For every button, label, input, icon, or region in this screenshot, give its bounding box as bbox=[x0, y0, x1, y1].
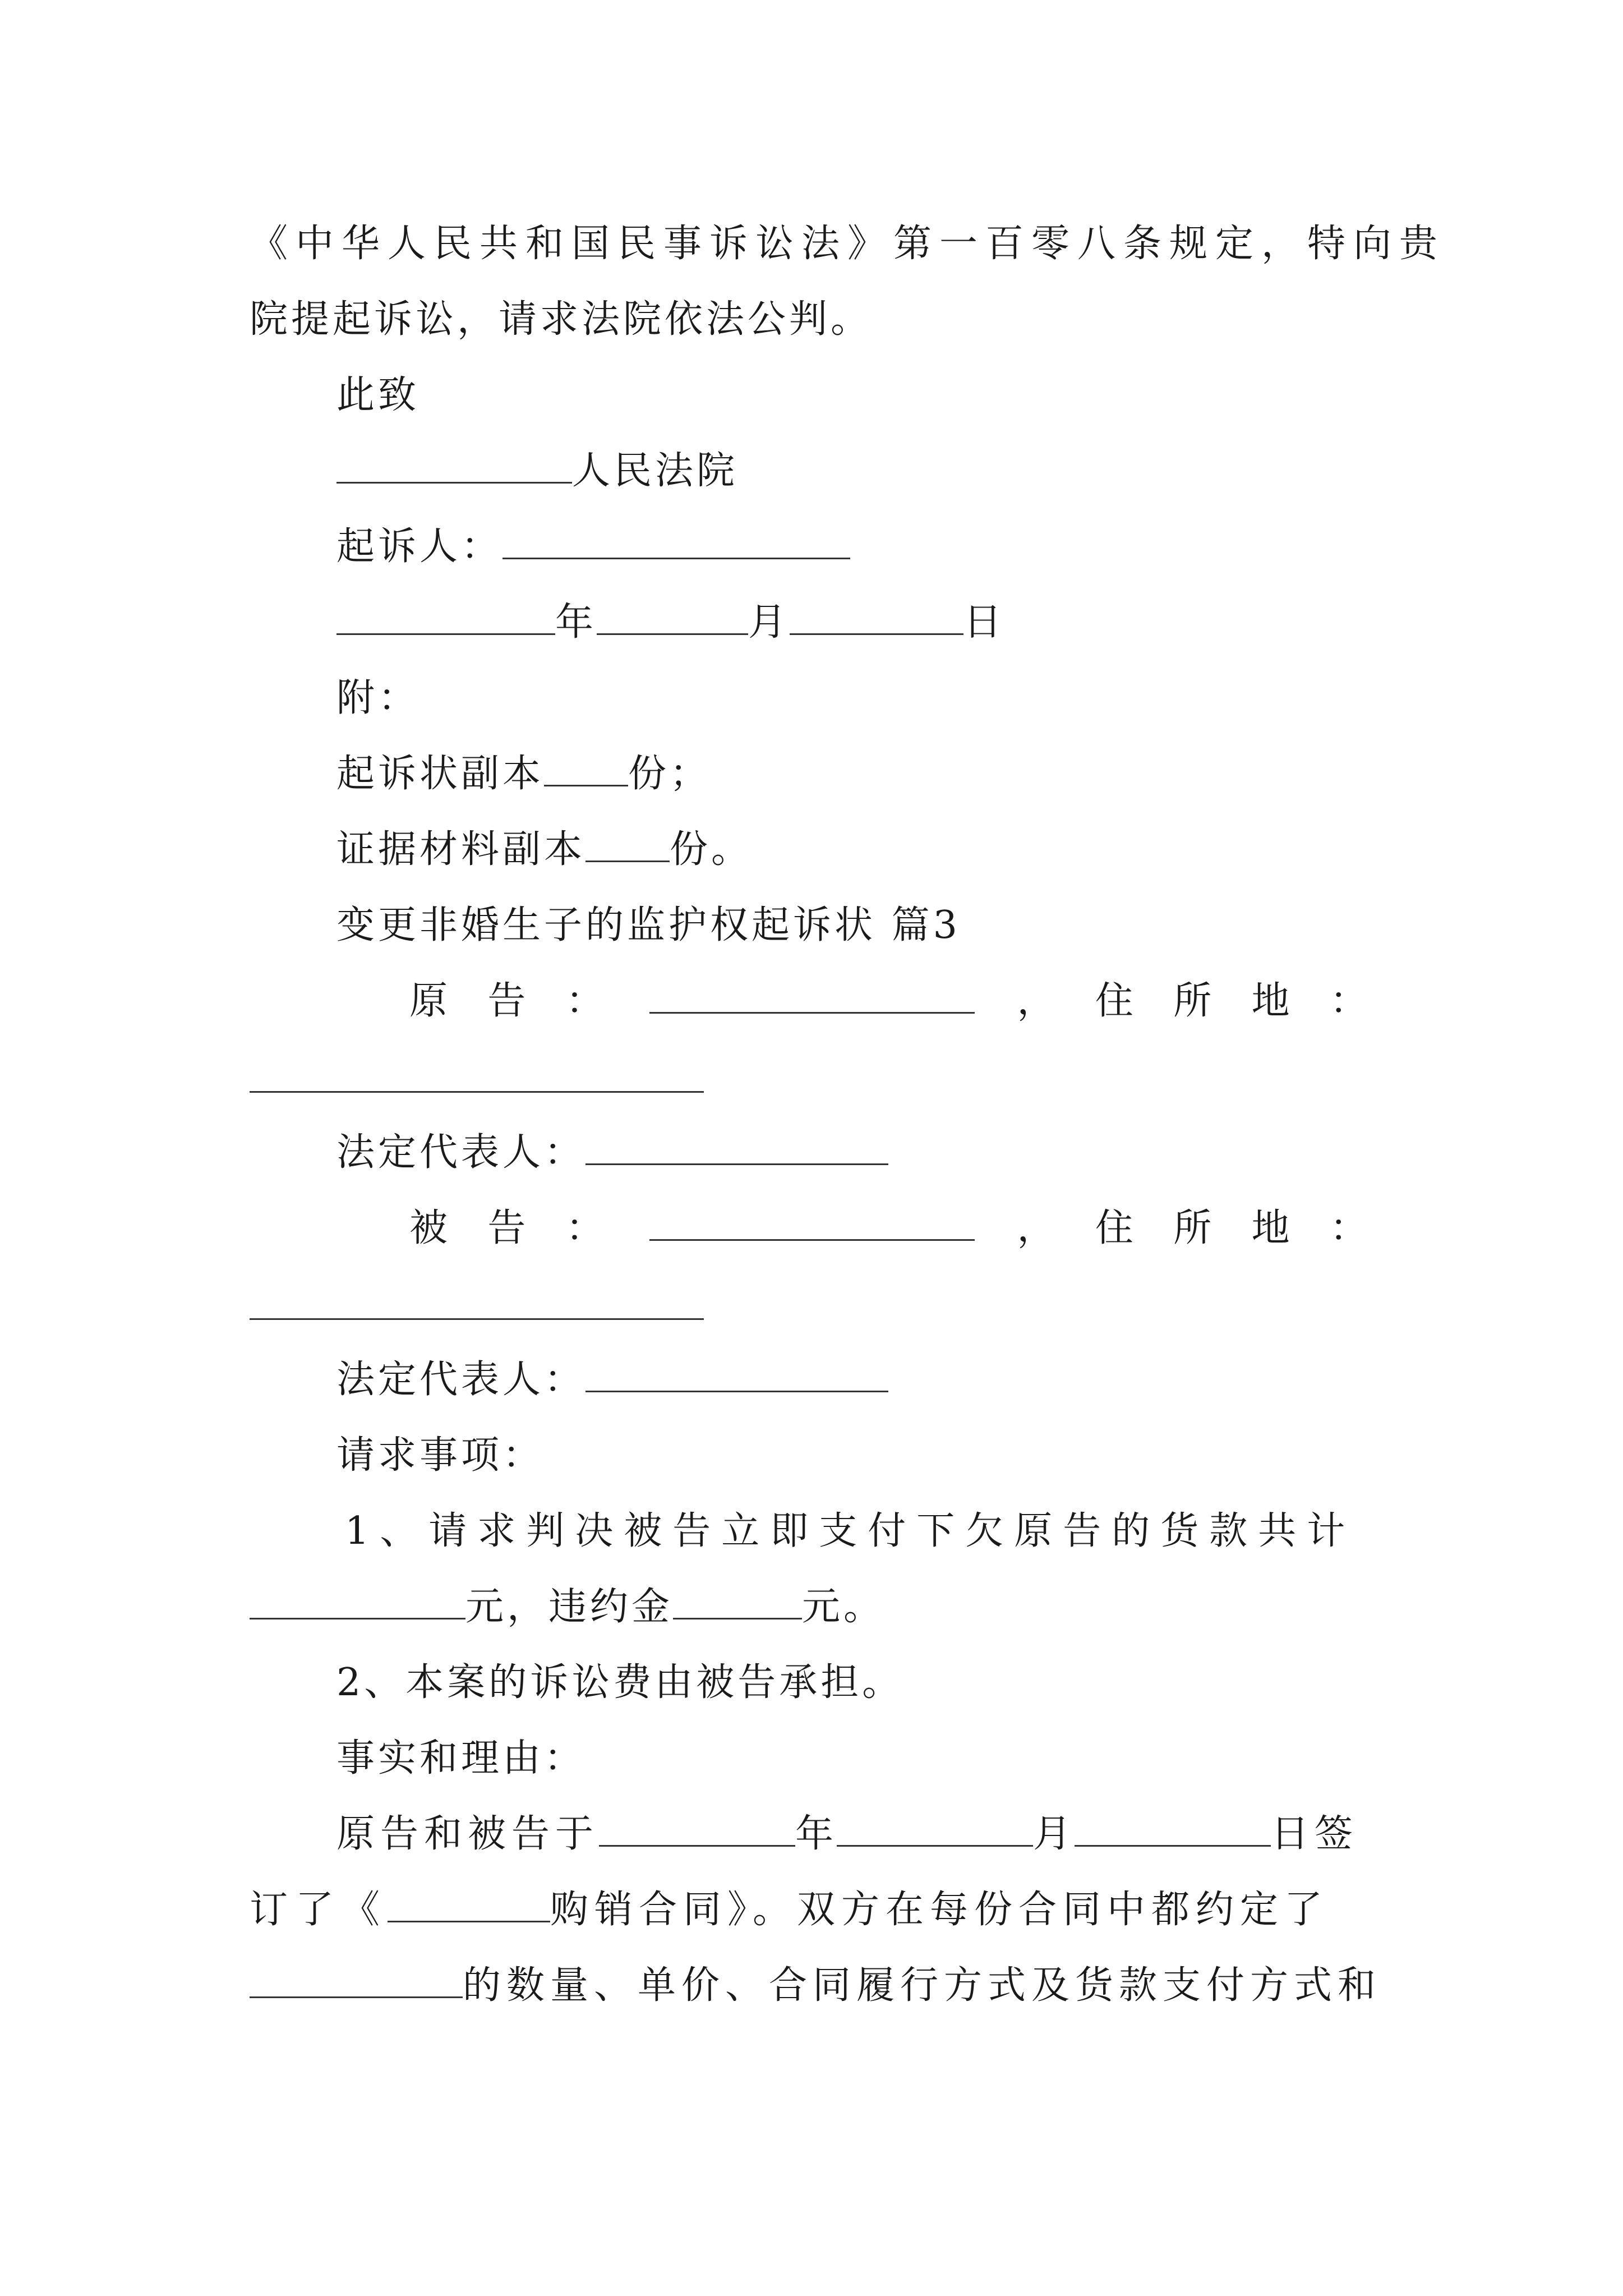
facts-line-1 bbox=[336, 1809, 1382, 1860]
plaintiff-char: 原 bbox=[409, 979, 451, 1023]
plaintiff-char: 告 bbox=[487, 979, 529, 1023]
legal-rep-label: 法定代表人： bbox=[336, 1358, 586, 1402]
attachment-item-suffix: 份； bbox=[628, 752, 712, 796]
defendant-line bbox=[409, 1203, 1371, 1254]
attachment-label: 附： bbox=[336, 676, 420, 720]
year-blank[interactable] bbox=[336, 599, 555, 635]
attachment-item-suffix: 份。 bbox=[670, 827, 753, 872]
facts-text: 购销合同》。双方在每份合同中都约定了 bbox=[550, 1888, 1329, 1932]
paragraph-text: 《中华人民共和国民事诉讼法》第一百零八条规定，特向贵 bbox=[250, 222, 1446, 266]
colon: ： bbox=[1329, 979, 1371, 1023]
year-label: 年 bbox=[795, 1812, 837, 1856]
defendant-legal-rep-line bbox=[336, 1355, 1382, 1405]
court-suffix: 人民法院 bbox=[572, 449, 739, 493]
copies-blank[interactable] bbox=[544, 750, 628, 786]
residence-char: 所 bbox=[1173, 979, 1215, 1023]
year-blank[interactable] bbox=[599, 1810, 795, 1847]
defendant-name-blank[interactable] bbox=[649, 1204, 975, 1241]
facts-text: 的数量、单价、合同履行方式及货款支付方式和 bbox=[463, 1963, 1382, 2008]
day-label: 日 bbox=[963, 600, 1006, 645]
defendant-char: 被 bbox=[409, 1206, 451, 1250]
month-blank[interactable] bbox=[837, 1810, 1033, 1847]
court-name-blank[interactable] bbox=[336, 447, 572, 484]
legal-rep-blank[interactable] bbox=[585, 1129, 888, 1165]
attachment-heading bbox=[336, 673, 1382, 724]
day-blank[interactable] bbox=[1075, 1810, 1271, 1847]
colon: ： bbox=[1329, 1206, 1371, 1250]
paragraph-text: 院提起诉讼，请求法院依法公判。 bbox=[250, 297, 873, 342]
colon: ： bbox=[565, 1206, 607, 1250]
attachment-item-prefix: 证据材料副本 bbox=[336, 827, 586, 872]
contract-name-blank[interactable] bbox=[388, 1886, 550, 1922]
day-blank[interactable] bbox=[790, 599, 963, 635]
claim-1-line-2 bbox=[250, 1582, 1382, 1632]
claim-text: 元，违约金 bbox=[465, 1585, 674, 1629]
salutation bbox=[336, 370, 1382, 421]
plaintiff-sign-blank[interactable] bbox=[502, 523, 850, 559]
amount-blank[interactable] bbox=[250, 1583, 465, 1619]
legal-rep-label: 法定代表人： bbox=[336, 1130, 586, 1175]
claim-text: 1、请求判决被告立即支付下欠原告的货款共计 bbox=[345, 1509, 1356, 1553]
year-label: 年 bbox=[555, 600, 597, 645]
copies-blank[interactable] bbox=[585, 826, 670, 862]
claims-heading bbox=[336, 1430, 1382, 1481]
paragraph-line-1 bbox=[250, 219, 1446, 269]
plaintiff-legal-rep-line bbox=[336, 1128, 1382, 1178]
plaintiff-address-blank[interactable] bbox=[250, 1091, 704, 1093]
facts-text: 订了《 bbox=[250, 1888, 388, 1932]
comma: ， bbox=[1017, 1206, 1059, 1250]
residence-char: 住 bbox=[1095, 979, 1137, 1023]
facts-text: 日签 bbox=[1271, 1812, 1359, 1856]
plaintiff-signature-line bbox=[336, 522, 1382, 572]
month-blank[interactable] bbox=[597, 599, 748, 635]
month-label: 月 bbox=[1033, 1812, 1075, 1856]
section-title-text: 变更非婚生子的监护权起诉状 篇3 bbox=[336, 903, 961, 947]
facts-text: 原告和被告于 bbox=[336, 1812, 600, 1856]
facts-line-2 bbox=[250, 1885, 1382, 1935]
facts-heading bbox=[336, 1733, 1382, 1784]
section-title bbox=[336, 900, 1382, 951]
attachment-item-1 bbox=[336, 749, 1382, 799]
date-line bbox=[336, 597, 1382, 648]
month-label: 月 bbox=[748, 600, 790, 645]
attachment-item-2 bbox=[336, 825, 1382, 875]
attachment-item-prefix: 起诉状副本 bbox=[336, 752, 545, 796]
claim-1-line-1 bbox=[345, 1506, 1382, 1557]
claims-label: 请求事项： bbox=[336, 1433, 545, 1478]
facts-label: 事实和理由： bbox=[336, 1736, 586, 1780]
claim-text: 元。 bbox=[802, 1585, 886, 1629]
claim-text: 2、本案的诉讼费由被告承担。 bbox=[336, 1660, 904, 1705]
court-line bbox=[336, 446, 1382, 496]
residence-char: 住 bbox=[1095, 1206, 1137, 1250]
plaintiff-line bbox=[409, 976, 1371, 1027]
plaintiff-sign-label: 起诉人： bbox=[336, 524, 503, 569]
colon: ： bbox=[565, 979, 607, 1023]
defendant-char: 告 bbox=[487, 1206, 529, 1250]
residence-char: 所 bbox=[1173, 1206, 1215, 1250]
penalty-blank[interactable] bbox=[673, 1583, 802, 1619]
legal-rep-blank[interactable] bbox=[585, 1356, 888, 1392]
goods-blank[interactable] bbox=[250, 1962, 463, 1998]
comma: ， bbox=[1017, 979, 1059, 1023]
residence-char: 地 bbox=[1251, 979, 1293, 1023]
salutation-text: 此致 bbox=[336, 373, 420, 417]
plaintiff-name-blank[interactable] bbox=[649, 977, 975, 1014]
claim-2 bbox=[336, 1658, 1382, 1708]
residence-char: 地 bbox=[1251, 1206, 1293, 1250]
facts-line-3 bbox=[250, 1961, 1382, 2011]
paragraph-line-2 bbox=[250, 295, 1382, 345]
defendant-address-blank[interactable] bbox=[250, 1318, 704, 1320]
